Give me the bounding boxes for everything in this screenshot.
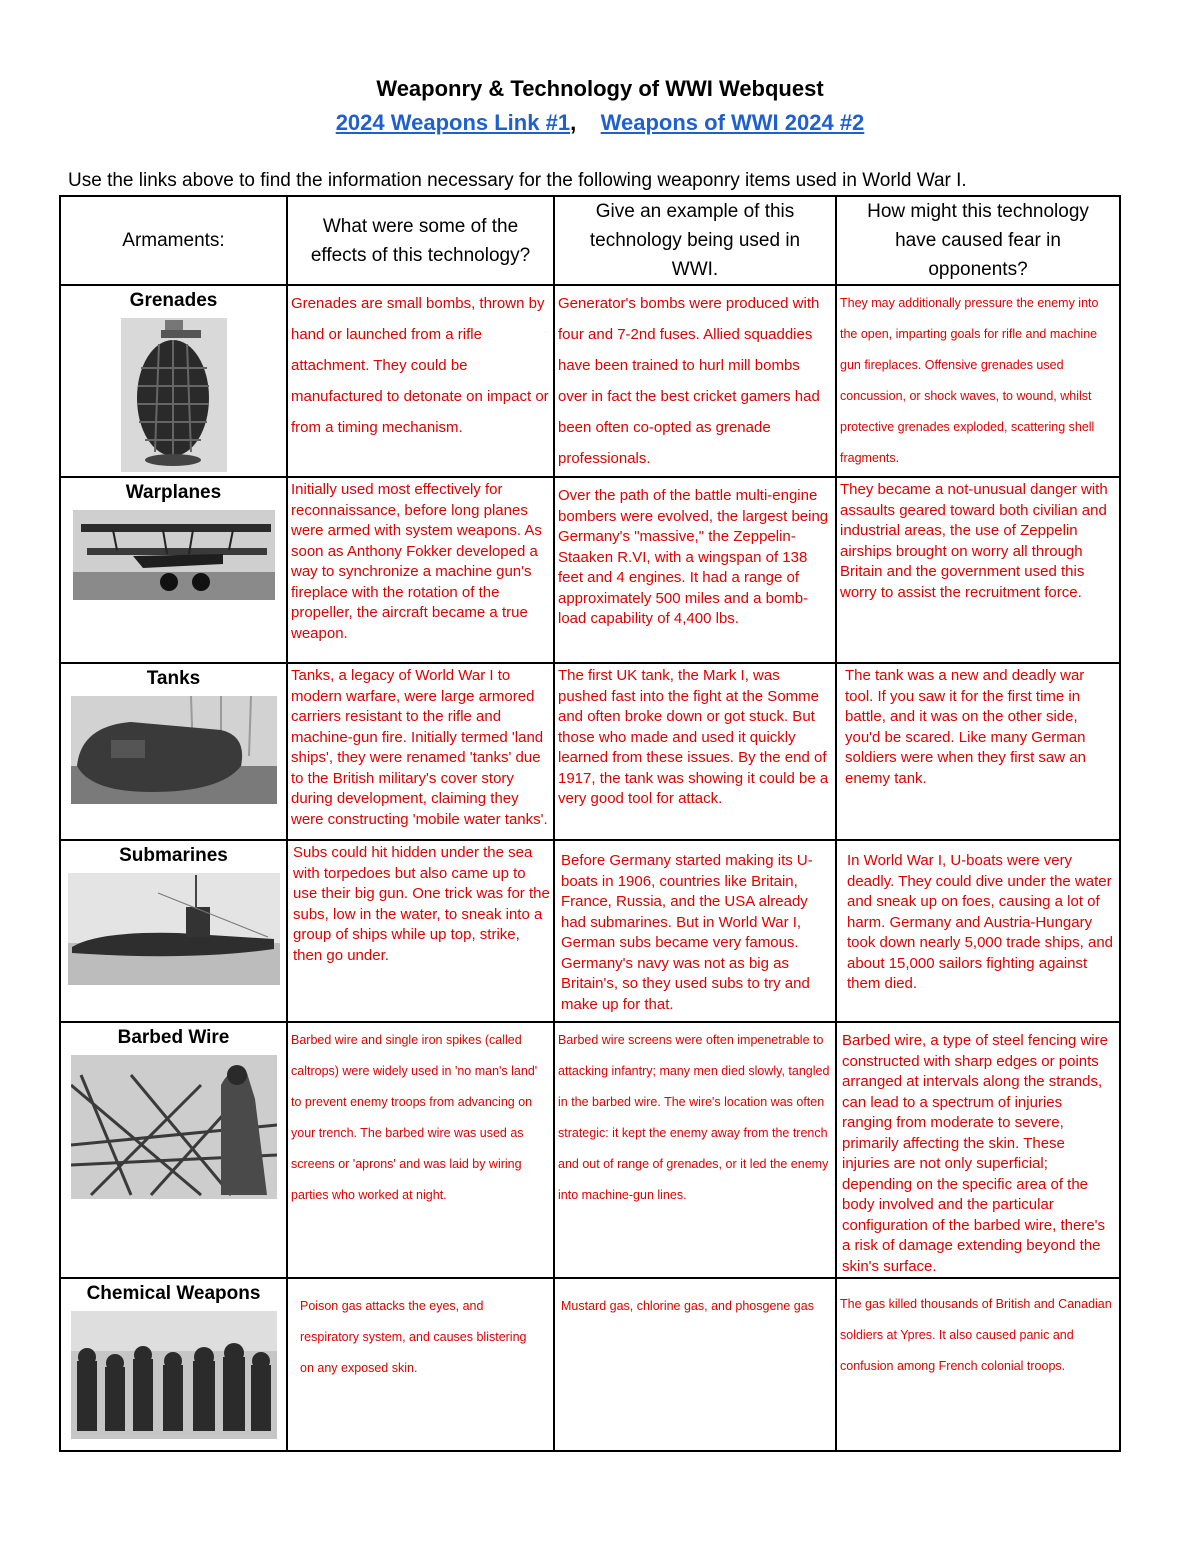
armament-name: Chemical Weapons	[86, 1283, 261, 1304]
example-text: Before Germany started making its U-boats in 1906, countries like Britain, France, Russia, and the USA already had submarines. But in World War I, German subs became very famous. Germany's navy was not as big as Britain's, so they used subs to try and make up for that.	[561, 852, 813, 1013]
example-cell	[554, 663, 836, 840]
armament-cell	[60, 285, 287, 477]
table-row	[60, 285, 1120, 477]
grenade-photo	[121, 318, 227, 472]
effects-text: Subs could hit hidden under the sea with torpedoes but also came up to use their big gun. One trick was for the subs, low in the water, to sneak into a group of ships while up top, strike, then go under.	[293, 844, 550, 964]
armament-cell	[60, 1278, 287, 1451]
example-text: Generator's bombs were produced with four and 7-2nd fuses. Allied squaddies have been trained to hurl mill bombs over in fact the best cricket gamers had been often co-opted as grenade professionals.	[558, 295, 820, 467]
col-header-example: Give an example of this technology being used in WWI.	[554, 196, 836, 285]
links-line	[0, 110, 1200, 136]
armament-cell	[60, 840, 287, 1022]
armament-cell	[60, 1022, 287, 1278]
table-row	[60, 663, 1120, 840]
table-row	[60, 1022, 1120, 1278]
armament-name: Warplanes	[125, 482, 222, 503]
weapons-link-2[interactable]: Weapons of WWI 2024 #2	[600, 110, 865, 135]
webquest-table	[59, 195, 1121, 1452]
instructions: Use the links above to find the information necessary for the following weaponry items used in World War I.	[68, 170, 967, 191]
armament-name: Tanks	[146, 668, 201, 689]
tank-photo	[71, 696, 277, 804]
gas-victims-photo	[71, 1311, 277, 1439]
effects-cell	[287, 1022, 554, 1278]
table-row	[60, 477, 1120, 663]
table-row	[60, 1278, 1120, 1451]
armament-name: Grenades	[129, 290, 218, 311]
col-header-effects: What were some of the effects of this technology?	[287, 196, 554, 285]
col-header-fear: How might this technology have caused fear in opponents?	[836, 196, 1120, 285]
effects-cell	[287, 477, 554, 663]
barbed-wire-photo	[71, 1055, 277, 1199]
example-cell	[554, 840, 836, 1022]
example-cell	[554, 477, 836, 663]
col-header-armaments: Armaments:	[60, 196, 287, 285]
fear-text: They may additionally pressure the enemy into the open, imparting goals for rifle and machine gun fireplaces. Offensive grenades used concussion, or shock waves, to wound, whilst protective grenades exploded, scattering shell fragments.	[840, 296, 1099, 465]
fear-cell	[836, 1278, 1120, 1451]
armament-cell	[60, 477, 287, 663]
effects-text: Grenades are small bombs, thrown by hand or launched from a rifle attachment. They could be manufactured to detonate on impact or from a timing mechanism.	[291, 295, 549, 436]
effects-text: Barbed wire and single iron spikes (called caltrops) were widely used in 'no man's land' to prevent enemy troops from advancing on your trench. The barbed wire was used as screens or 'aprons' and was laid by wiring parties who worked at night.	[291, 1033, 538, 1202]
fear-cell	[836, 840, 1120, 1022]
biplane-photo	[73, 510, 275, 600]
page-title: Weaponry & Technology of WWI Webquest	[376, 76, 824, 101]
effects-cell	[287, 840, 554, 1022]
table-row	[60, 840, 1120, 1022]
example-cell	[554, 1022, 836, 1278]
example-text: Over the path of the battle multi-engine bombers were evolved, the largest being Germany's "massive," the Zeppelin-Staaken R.VI, with a wingspan of 138 feet and 4 engines. It had a range of approximately 500 miles and a bomb-load capability of 4,400 lbs.	[558, 487, 829, 627]
fear-text: In World War I, U-boats were very deadly. They could dive under the water and sneak up on foes, causing a lot of harm. Germany and Austria-Hungary took down nearly 5,000 trade ships, and about 15,000 sailors fighting against them died.	[847, 852, 1114, 992]
effects-cell	[287, 1278, 554, 1451]
effects-text: Initially used most effectively for reconnaissance, before long planes were armed with system weapons. As soon as Anthony Fokker developed a way to synchronize a machine gun's fireplace with the rotation of the propeller, the aircraft became a true weapon.	[291, 481, 542, 642]
submarine-photo	[68, 873, 280, 985]
armament-cell	[60, 663, 287, 840]
effects-text: Tanks, a legacy of World War I to modern warfare, were large armored carriers resistant to the rifle and machine-gun fire. Initially termed 'land ships', they were renamed 'tanks' due to the British military's cover story during development, claiming they were constructing 'mobile water tanks'.	[291, 667, 548, 828]
example-cell	[554, 1278, 836, 1451]
effects-cell	[287, 663, 554, 840]
armament-name: Submarines	[119, 845, 228, 866]
effects-text: Poison gas attacks the eyes, and respiratory system, and causes blistering on any exposed skin.	[300, 1299, 527, 1375]
weapons-link-1[interactable]: 2024 Weapons Link #1	[335, 110, 571, 135]
fear-cell	[836, 1022, 1120, 1278]
fear-cell	[836, 285, 1120, 477]
effects-cell	[287, 285, 554, 477]
fear-text: The tank was a new and deadly war tool. If you saw it for the first time in battle, and it was on the other side, you'd be scared. Like many German soldiers were when they first saw an enemy tank.	[845, 667, 1086, 787]
fear-cell	[836, 477, 1120, 663]
link-separator: ,	[570, 110, 577, 135]
fear-cell	[836, 663, 1120, 840]
armament-name: Barbed Wire	[117, 1027, 230, 1048]
example-cell	[554, 285, 836, 477]
fear-text: Barbed wire, a type of steel fencing wire constructed with sharp edges or points arranged at intervals along the strands, can lead to a spectrum of injuries ranging from moderate to severe, primarily affecting the skin. These injuries are not only superficial; depending on the specific area of the body involved and the particular configuration of the barbed wire, there's a risk of damage extending beyond the skin's surface.	[842, 1032, 1108, 1275]
example-text: Barbed wire screens were often impenetrable to attacking infantry; many men died slowly, tangled in the barbed wire. The wire's location was often strategic: it kept the enemy away from the trench and out of range of grenades, or it led the enemy into machine-gun lines.	[558, 1033, 830, 1202]
fear-text: They became a not-unusual danger with assaults geared toward both civilian and industrial areas, the use of Zeppelin airships brought on worry all through Britain and the government used this worry to assist the recruitment force.	[840, 481, 1108, 601]
example-text: Mustard gas, chlorine gas, and phosgene gas	[561, 1299, 814, 1313]
header-row	[60, 196, 1120, 285]
example-text: The first UK tank, the Mark I, was pushed fast into the fight at the Somme and often broke down or got stuck. But those who made and used it quickly learned from these issues. By the end of 1917, the tank was showing it could be a very good tool for attack.	[558, 667, 829, 807]
fear-text: The gas killed thousands of British and Canadian soldiers at Ypres. It also caused panic and confusion among French colonial troops.	[840, 1297, 1112, 1373]
